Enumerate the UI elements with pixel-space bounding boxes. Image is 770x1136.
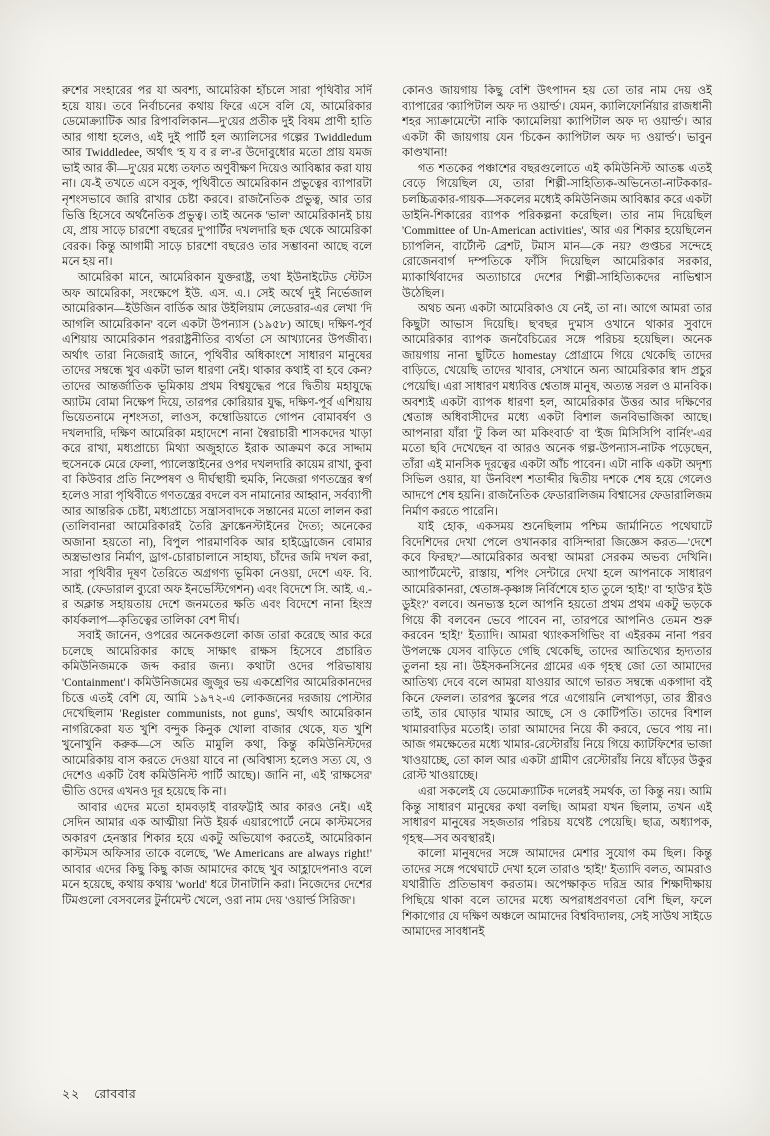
magazine-name: রোববার: [94, 1087, 137, 1101]
page-footer: [62, 1086, 136, 1106]
paragraph: এরা সকলেই যে ডেমোক্র্যাটিক দলেরই সমর্থক, তা কিন্তু নয়। আমি কিন্তু সাধারণ মানুষের কথা বলছি। আমরা যখন ছিলাম, তখন এই সাধারণ মানুষের সহজতার পরিচয় যথেষ্ট পেয়েছি। ছাত্র, অধ্যাপক, গৃহস্থ—সব অবস্থারই।: [402, 786, 712, 845]
paragraph: গত শতকের পঞ্চাশের বছরগুলোতে এই কমিউনিস্ট আতঙ্ক এতই বেড়ে গিয়েছিল যে, তারা শিল্পী-সাহিত্যিক-অভিনেতা-নাটককার-চলচ্চিত্রকার-গায়ক—সকলের মধ্যেই কমিউনিজম আবিষ্কার করে একটা ডাইনি-শিকারের ব্যাপক পরিকল্পনা করেছিল। তার নাম দিয়েছিল 'Committee of Un-American activities', আর এর শিকার হয়েছিলেন চ্যাপলিন, বার্টোল্ট ব্রেশট, টমাস মান—কে নয়? গুপ্তচর সন্দেহে রোজেনবার্গ দম্পতিকে ফাঁসি দিয়েছিল আমেরিকার সরকার, ম্যাকার্থিবাদের অত্যাচারে দেশের শিল্পী-সাহিত্যিকদের নাভিশ্বাস উঠেছিল।: [402, 162, 712, 300]
paragraph: কোনও জায়গায় কিছু বেশি উৎপাদন হয় তো তার নাম দেয় ওই ব্যাপারের 'ক্যাপিটাল অফ দ্য ওয়ার্ল্ড'। যেমন, ক্যালিফোর্নিয়ার রাজধানী শহর স্যাক্রামেন্টো নাকি 'ক্যামেলিয়া ক্যাপিটাল অফ দ্য ওয়ার্ল্ড'। আর একটা কী জায়গায় যেন 'চিকেন ক্যাপিটাল অফ দ্য ওয়ার্ল্ড'। ভাবুন কাণ্ডখানা!: [402, 85, 712, 160]
paragraph: আবার এদের মতো হামবড়াই বারফট্টাই আর কারও নেই। এই সেদিন আমার এক আত্মীয়া নিউ ইয়র্ক এয়ারপোর্টে নেমে কাস্টমসের অকারণ হেনস্তার শিকার হয়ে একটু অভিযোগ করতেই, আমেরিকান কাস্টমস অফিসার তাকে বলেছে, 'We Americans are always right!' আবার এদের কিছু কিছু কাজ আমাদের কাছে খুব আহ্লাদেপনাও বলে মনে হয়েছে, কথায় কথায় 'world' ধরে টানাটানি করা। নিজেদের দেশের টিমগুলো বেসবলের টুর্নামেন্ট খেলে, ওরা নাম দেয় 'ওয়ার্ল্ড সিরিজ'।: [62, 801, 372, 908]
paragraph: আমেরিকা মানে, আমেরিকান যুক্তরাষ্ট্র, তথা ইউনাইটেড স্টেটস অফ আমেরিকা, সংক্ষেপে ইউ. এস. এ.। সেই অর্থে দুই নির্ভেজাল আমেরিকান—ইউজিন বার্ডিক আর উইলিয়াম লেডেরার-এর লেখা 'দি আগলি আমেরিকান' বলে একটা উপন্যাস (১৯৫৮) আছে। দক্ষিণ-পূর্ব এশিয়ায় আমেরিকান পররাষ্ট্রনীতির ব্যর্থতা সে আখ্যানের উপজীব্য। অর্থাৎ তারা নিজেরাই জানে, পৃথিবীর অধিকাংশে সাধারণ মানুষের তাদের সম্বন্ধে খুব একটা ভাল ধারণা নেই। থাকার কথাই বা হবে কেন? তাদের আন্তর্জাতিক ভূমিকায় প্রথম বিশ্বযুদ্ধের পরে দ্বিতীয় মহাযুদ্ধে অ্যাটম বোমা নিক্ষেপ দিয়ে, তারপর কোরিয়ার যুদ্ধ, দক্ষিণ-পূর্ব এশিয়ায় ভিয়েতনামে নৃশংসতা, লাওস, কম্বোডিয়াতে গোপন বোমাবর্ষণ ও দখলদারি, দক্ষিণ আমেরিকা মহাদেশে নানা স্বৈরাচারী শাসকদের খাড়া করে রাখা, মধ্যপ্রাচ্যে মিথ্যা অজুহাতে ইরাক আক্রমণ করে সাদ্দাম হুসেনকে মেরে ফেলা, প্যালেস্তাইনের ওপর দখলদারি কায়েম রাখা, কুবা বা কিউবার প্রতি নিষ্পেষণ ও দীর্ঘস্থায়ী হুমকি, নিজেরা গণতন্ত্রের স্বর্গ হলেও সারা পৃথিবীতে গণতন্ত্রের বদলে বস নামানোর আহ্বান, সর্বব্যাপী আর আন্তরিক চেষ্টা, মধ্যপ্রাচ্যে সন্ত্রাসবাদকে সন্তানের মতো লালন করা (তালিবানরা আমেরিকারই তৈরি ফ্রাঙ্কেনস্টাইনের দৈত্য; অনেকের অজানা হয়তো না), বিপুল পারমাণবিক আর হাইড্রোজেন বোমার অস্ত্রভাণ্ডার নির্মাণ, ড্রাগ-চোরাচালানে সাহায্য, চাঁদের জমি দখল করা, সারা পৃথিবীর দূষণ তৈরিতে অগ্রগণ্য ভূমিকা নেওয়া, দেশে এফ. বি. আই. (ফেডারাল ব্যুরো অফ ইনভেস্টিগেশন) এবং বিদেশে সি. আই. এ.-র অক্লান্ত সহায়তায় দেশে জনমতের ক্ষতি এবং বিদেশে নানা হিংস্র কার্যকলাপ—কৃতিত্বের তালিকা বেশ দীর্ঘ।: [62, 271, 372, 627]
paragraph: যাই হোক, একসময় শুনেছিলাম পশ্চিম জার্মানিতে পথেঘাটে বিদেশিদের দেখা পেলে ওখানকার বাসিন্দারা জিজ্ঞেস করত—'দেশে কবে ফিরছ?'—আমেরিকার অবস্থা আমরা সেরকম অভব্য দেখিনি। অ্যাপার্টমেন্টে, রাস্তায়, শপিং সেন্টারে দেখা হলে আপনাকে সাধারণ আমেরিকানরা, শ্বেতাঙ্গ-কৃষ্ণাঙ্গ নির্বিশেষে হাত তুলে 'হাই!' বা 'হাউ'র ইউ ডুইং?' বলবে। অনভ্যস্ত হলে আপনি হয়তো প্রথম প্রথম একটু ভড়কে গিয়ে কী বলবেন ভেবে পাবেন না, তারপরে আপনিও তেমন শুরু করবেন 'হাই!' ইত্যাদি। আমরা থ্যাংকসগিভিং বা এইরকম নানা পরব উপলক্ষে যেসব বাড়িতে গেছি থেকেছি, তাদের আতিথ্যের হৃদ্যতার তুলনা হয় না। উইসকনসিনের গ্রামের এক গৃহস্থ জো তো আমাদের আতিথ্য দেবে বলে আমরা যাওয়ার আগে ভারত সম্বন্ধে একগাদা বই কিনে ফেলল। তারপর স্কুলের পরে এগোয়নি লেখাপড়া, তার স্ত্রীরও তাই, তার ঘোড়ার খামার আছে, সে ও কোটিপতি। তাদের বিশাল খামারবাড়ির মতোই। তারা আমাদের নিয়ে কী করবে, ভেবে পায় না। আজ গমক্ষেতের মধ্যে খামার-রেস্টোরাঁয় নিয়ে গিয়ে ক্যাটফিশের ভাজা খাওয়াচ্ছে, তো কাল আর একটা গ্রামীণ রেস্টোরাঁয় নিয়ে ষাঁড়ের উকুর রোস্ট খাওয়াচ্ছে।: [402, 521, 712, 783]
paragraph: রুশের সংহারের পর যা অবশ্য, আমেরিকা হাঁচলে সারা পৃথিবীর সর্দি হয়ে যায়। তবে নির্বাচনের কথায় ফিরে এসে বলি যে, আমেরিকার ডেমোক্র্যাটিক আর রিপাবলিকান—দু'য়ের প্রতীক দুই বিষম প্রাণী হাতি আর গাধা হলেও, এই দুই পার্টি হল অ্যালিসের গল্পের Twiddledum আর Twiddledee, অর্থাৎ 'হ য ব র ল'-র উদোবুধোর মতো প্রায় যমজ ভাই আর কী—দু'য়ের মধ্যে তফাত অণুবীক্ষণ দিয়েও আবিষ্কার করা যায় না। যে-ই তখতে এসে বসুক, পৃথিবীতে আমেরিকান প্রভুত্বের ব্যাপারটা নৃশংসভাবে জারি রাখার চেষ্টা করবে। রাজনৈতিক প্রভুত্ব, আর তার ভিত্তি হিসেবে অর্থনৈতিক প্রভুত্ব। তাই অনেক 'ভাল' আমেরিকানই চায় যে, প্রায় সাড়ে চারশো বছরের দু'পার্টির দখলদারি ছক থেকে আমেরিকা বেরক। কিন্তু আগামী সাড়ে চারশো বছরেও তার সম্ভাবনা আছে বলে মনে হয় না।: [62, 85, 372, 269]
paragraph: কালো মানুষদের সঙ্গে আমাদের মেশার সুযোগ কম ছিল। কিন্তু তাদের সঙ্গে পথেঘাটে দেখা হলে তারাও 'হাই!' ইত্যাদি বলত, আমরাও যথারীতি প্রতিভাষণ করতাম। অপেক্ষাকৃত দরিদ্র আর শিক্ষাদীক্ষায় পিছিয়ে থাকা বলে তাদের মধ্যে অপরাধপ্রবণতা বেশি ছিল, ফলে শিকাগোর যে দক্ষিণ অঞ্চলে আমাদের বিশ্ববিদ্যালয়, সেই সাউথ সাইডে আমাদের সাবধানই: [402, 848, 712, 939]
paragraph: সবাই জানেন, ওপরের অনেকগুলো কাজ তারা করেছে আর করে চলেছে আমেরিকার কাছে সাক্ষাৎ রাক্ষস হিসেবে প্রচারিত কমিউনিজমকে জব্দ করার জন্য। কথাটা ওদের পরিভাষায় 'Containment'। কমিউনিজমের জুজুর ভয় একশ্রেণির আমেরিকানদের চিত্তে এতই বেশি যে, আমি ১৯৭২-এ লোকজনের দরজায় পোস্টার দেখেছিলাম 'Register communists, not guns', অর্থাৎ আমেরিকান নাগরিকেরা যত খুশি বন্দুক কিনুক খোলা বাজার থেকে, যত খুশি খুনোখুনি করুক—সে অতি মামুলি কথা, কিন্তু কমিউনিস্টদের আমেরিকায় বাস করতে দেওয়া যাবে না (অবিশ্বাস্য হলেও সত্য যে, ও দেশেও একটি বৈধ কমিউনিস্ট পার্টি আছে)। জানি না, এই 'রাক্ষসের' ভীতি ওদের এখনও দূর হয়েছে কি না।: [62, 630, 372, 799]
paragraph: অথচ অন্য একটা আমেরিকাও যে নেই, তা না। আগে আমরা তার কিছুটা আভাস দিয়েছি। ছ'বছর দু'মাস ওখানে থাকার সুবাদে আমেরিকার ব্যাপক জনবৈচিত্রের সঙ্গে পরিচয় হয়েছিল। অনেক জায়গায় নানা ছুটিতে homestay প্রোগ্রামে গিয়ে থেকেছি তাদের বাড়িতে, খেয়েছি তাদের খাবার, সেখানে অন্য আমেরিকার স্বাদ প্রচুর পেয়েছি। এরা সাধারণ মধ্যবিত্ত শ্বেতাঙ্গ মানুষ, অত্যন্ত সরল ও মানবিক। অবশ্যই একটা ব্যাপক ধারণা হল, আমেরিকার উত্তর আর দক্ষিণের শ্বেতাঙ্গ অধিবাসীদের মধ্যে একটা বিশাল জনবিভাজিকা আছে। আপনারা যাঁরা 'টু কিল আ মকিংবার্ড' বা 'ইজ মিসিসিপি বার্নিং'-এর মতো ছবি দেখেছেন বা আরও অনেক গল্প-উপন্যাস-নাটক পড়েছেন, তাঁরা এই মানসিক দূরত্বের একটা আঁচ পাবেন। এটা নাকি একটা অদৃশ্য সিভিল ওয়ার, যা উনবিংশ শতাব্দীর দ্বিতীয় দশকে শেষ হয়ে গেলেও আদপে শেষ হয়নি। রাজনৈতিক ফেডারালিজম বিশ্বাসের ফেডারালিজম নির্মাণ করতে পারেনি।: [402, 303, 712, 518]
page-number: ২২: [62, 1087, 81, 1101]
text-columns: [62, 84, 712, 1064]
right-column: [402, 84, 712, 1064]
left-column: [62, 84, 372, 1064]
